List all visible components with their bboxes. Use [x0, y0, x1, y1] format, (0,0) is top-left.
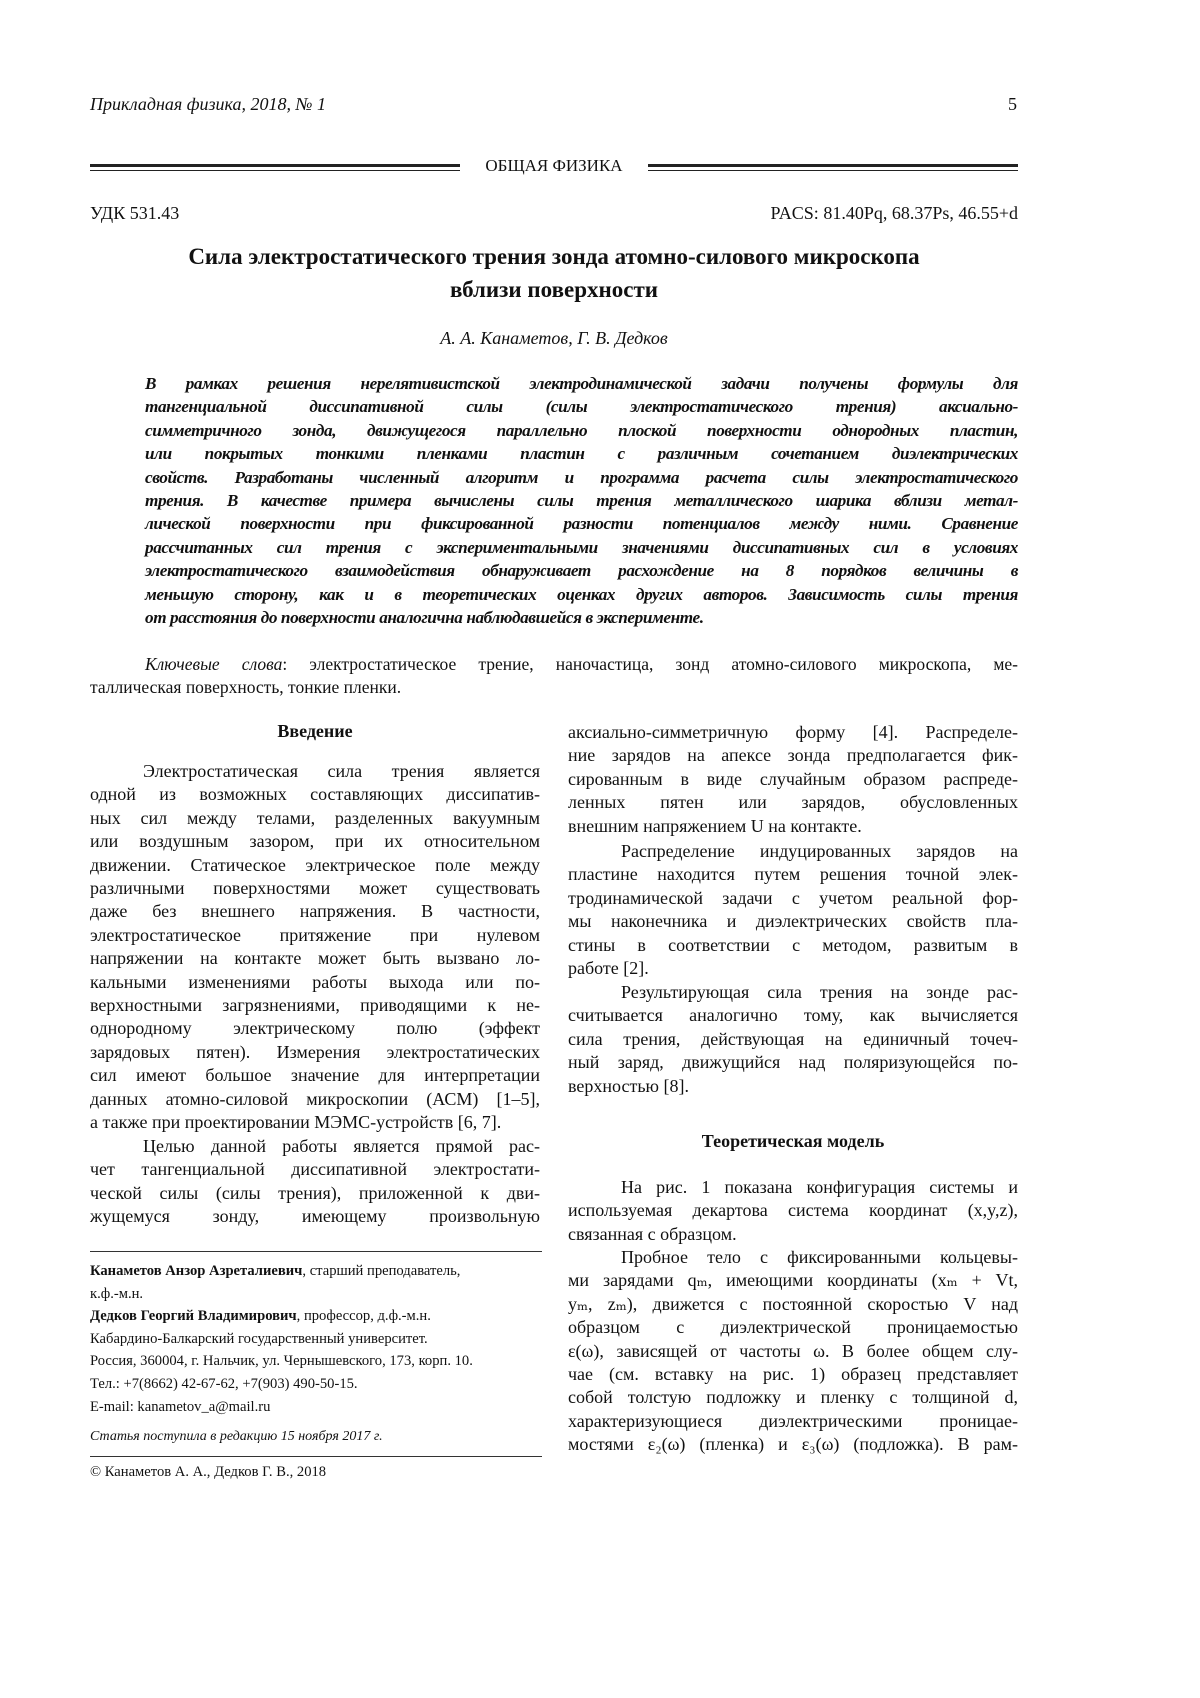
text-line: ных сил между телами, разделенных вакуумным: [90, 807, 540, 830]
text-line: напряжении на контакте может быть вызвано ло-: [90, 947, 540, 970]
text-line: верхностными загрязнениями, приводящими к не-: [90, 994, 540, 1017]
text-line: характеризующиеся диэлектрическими проницае-: [568, 1410, 1018, 1433]
text-line: чае (см. вставку на рис. 1) образец представляет: [568, 1363, 1018, 1386]
address: Россия, 360004, г. Нальчик, ул. Чернышевского, 173, корп. 10.: [90, 1350, 542, 1373]
right-paragraph-2: [568, 840, 1018, 980]
text-line: или покрытых тонкими пленками пластин с различным сочетанием диэлектрических: [145, 442, 1018, 465]
text-line: рассчитанных сил трения с экспериментальными значениями диссипативных сил в условиях: [145, 536, 1018, 559]
text-line: внешним напряжением U на контакте.: [568, 815, 1018, 838]
text-line: движении. Статическое электрическое поле между: [90, 854, 540, 877]
udk-code: УДК 531.43: [90, 203, 179, 224]
text-line: используемая декартова система координат (x,y,z),: [568, 1199, 1018, 1222]
text-line: сил имеют большое значение для интерпретации: [90, 1064, 540, 1087]
text-line: связанная с образцом.: [568, 1223, 1018, 1246]
text-line: пластине находится путем решения точной элек-: [568, 863, 1018, 886]
text-line: собой толстую подложку и пленку с толщиной d,: [568, 1386, 1018, 1409]
text-line: сила трения, действующая на единичный точеч-: [568, 1028, 1018, 1051]
keywords: [90, 653, 1018, 700]
text-line: аксиально-симметричную форму [4]. Распределе-: [568, 721, 1018, 744]
text-line: ние зарядов на апексе зонда предполагается фик-: [568, 744, 1018, 767]
intro-heading: Введение: [90, 721, 540, 742]
text-line: от расстояния до поверхности аналогична наблюдавшейся в эксперименте.: [145, 606, 1018, 629]
text-line: работе [2].: [568, 957, 1018, 980]
text-line: сированным в виде случайным образом распреде-: [568, 768, 1018, 791]
text-line: Электростатическая сила трения является: [90, 760, 540, 783]
right-paragraph-3: [568, 981, 1018, 1098]
text-line: стины в соответствии с методом, развитым в: [568, 934, 1018, 957]
right-paragraph-5: [568, 1246, 1018, 1457]
text-line: различными поверхностями может существовать: [90, 877, 540, 900]
text-line: жущемуся зонду, имеющему произвольную: [90, 1205, 540, 1228]
text-line: тродинамической задачи с учетом реальной фор-: [568, 887, 1018, 910]
author1-name: Канаметов Анзор Азреталиевич: [90, 1263, 302, 1279]
title-line: вблизи поверхности: [90, 273, 1018, 306]
text-line: электростатическое притяжение при нулевом: [90, 924, 540, 947]
text-line: В рамках решения нерелятивистской электродинамической задачи получены формулы для: [145, 372, 1018, 395]
author-footnote: [90, 1260, 542, 1418]
intro-paragraph-1: [90, 760, 540, 1135]
article-title: [90, 240, 1018, 306]
text-line: лической поверхности при фиксированной разности потенциалов между ними. Сравнение: [145, 512, 1018, 535]
keywords-line: таллическая поверхность, тонкие пленки.: [90, 676, 1018, 699]
email: E-mail: kanametov_a@mail.ru: [90, 1396, 542, 1419]
intro-paragraph-2: [90, 1135, 540, 1229]
title-line: Сила электростатического трения зонда атомно-силового микроскопа: [90, 240, 1018, 273]
text-line: считывается аналогично тому, как вычисляется: [568, 1004, 1018, 1027]
text-line: тангенциальной диссипативной силы (силы электростатического трения) аксиально-: [145, 395, 1018, 418]
text-line: свойств. Разработаны численный алгоритм и программа расчета силы электростатического: [145, 466, 1018, 489]
theory-heading: Теоретическая модель: [568, 1131, 1018, 1152]
text-line: образцом с диэлектрической проницаемостью: [568, 1316, 1018, 1339]
text-line: а также при проектировании МЭМС-устройств [6, 7].: [90, 1111, 540, 1134]
text-line: одной из возможных составляющих диссипатив-: [90, 783, 540, 806]
text-line: ный заряд, движущийся над поляризующейся по-: [568, 1051, 1018, 1074]
text-line: данных атомно-силовой микроскопии (АСМ) [1–5],: [90, 1088, 540, 1111]
keywords-label: Ключевые слова: [145, 654, 282, 674]
footnote-rule: [90, 1251, 542, 1252]
text-line: однородному электрическому полю (эффект: [90, 1017, 540, 1040]
text-line: зарядовых пятен). Измерения электростатических: [90, 1041, 540, 1064]
authors: А. А. Канаметов, Г. В. Дедков: [90, 328, 1018, 349]
copyright: © Канаметов А. А., Дедков Г. В., 2018: [90, 1461, 542, 1484]
section-label: ОБЩАЯ ФИЗИКА: [90, 156, 1018, 176]
text-line: ческой силы (силы трения), приложенной к дви-: [90, 1182, 540, 1205]
text-line: Распределение индуцированных зарядов на: [568, 840, 1018, 863]
keywords-line: : электростатическое трение, наночастица, зонд атомно-силового микроскопа, ме-: [282, 654, 1018, 674]
phone: Тел.: +7(8662) 42-67-62, +7(903) 490-50-15.: [90, 1373, 542, 1396]
author2-role: , профессор, д.ф.-м.н.: [297, 1308, 431, 1324]
text-line: чет тангенциальной диссипативной электростати-: [90, 1158, 540, 1181]
text-line: ε(ω), зависящей от частоты ω. В более общем слу-: [568, 1340, 1018, 1363]
text-line: верхностью [8].: [568, 1075, 1018, 1098]
text-line: мы наконечника и диэлектрических свойств пла-: [568, 910, 1018, 933]
page-number: 5: [1008, 94, 1017, 115]
author1-degree: к.ф.-м.н.: [90, 1283, 542, 1306]
text-line: Пробное тело с фиксированными кольцевы-: [568, 1246, 1018, 1269]
text-line: или воздушным зазором, при их относительном: [90, 830, 540, 853]
abstract: [145, 372, 1018, 629]
text-line: кальными изменениями работы выхода или по-: [90, 971, 540, 994]
author2-name: Дедков Георгий Владимирович: [90, 1308, 297, 1324]
text-line: ленных пятен или зарядов, обусловленных: [568, 791, 1018, 814]
author1-role: , старший преподаватель,: [302, 1263, 460, 1279]
text-line: трения. В качестве примера вычислены силы трения металлического шарика вблизи метал-: [145, 489, 1018, 512]
section-rule-right: [648, 164, 1018, 171]
text-line: электростатического взаимодействия обнаруживает расхождение на 8 порядков величины в: [145, 559, 1018, 582]
text-line: симметричного зонда, движущегося параллельно плоской поверхности однородных пластин,: [145, 419, 1018, 442]
copyright-rule: [90, 1456, 542, 1457]
right-paragraph-1: [568, 721, 1018, 838]
pacs-codes: PACS: 81.40Pq, 68.37Ps, 46.55+d: [770, 203, 1018, 224]
text-line: ми зарядами qₘ, имеющими координаты (xₘ + Vt,: [568, 1269, 1018, 1292]
text-line: На рис. 1 показана конфигурация системы и: [568, 1176, 1018, 1199]
text-line: меньшую сторону, как и в теоретических оценках других авторов. Зависимость силы трения: [145, 583, 1018, 606]
text-line: мостями ε₂(ω) (пленка) и ε₃(ω) (подложка). В рам-: [568, 1433, 1018, 1456]
received-date: Статья поступила в редакцию 15 ноября 2017 г.: [90, 1426, 542, 1449]
journal-header: Прикладная физика, 2018, № 1: [90, 94, 326, 115]
affiliation: Кабардино-Балкарский государственный университет.: [90, 1328, 542, 1351]
text-line: даже без внешнего напряжения. В частности,: [90, 900, 540, 923]
text-line: Целью данной работы является прямой рас-: [90, 1135, 540, 1158]
text-line: yₘ, zₘ), движется с постоянной скоростью V над: [568, 1293, 1018, 1316]
text-line: Результирующая сила трения на зонде рас-: [568, 981, 1018, 1004]
right-paragraph-4: [568, 1176, 1018, 1246]
